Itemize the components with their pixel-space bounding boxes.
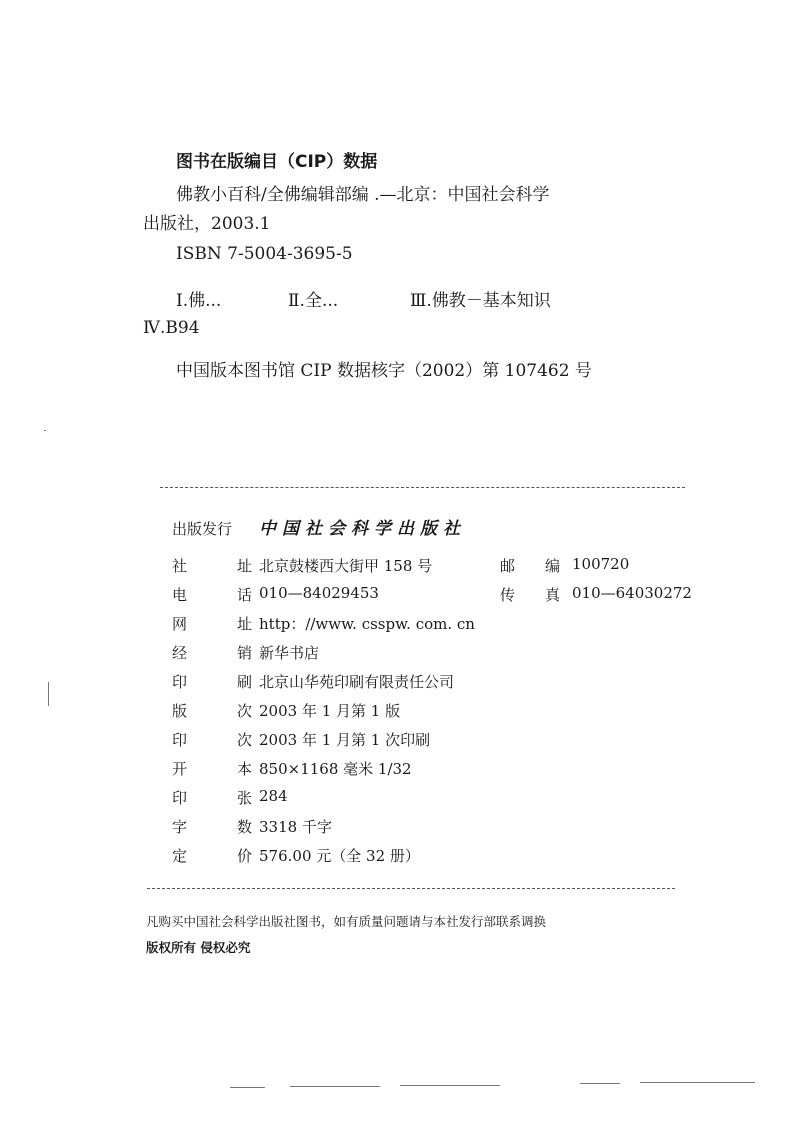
printer-value: 北京山华苑印刷有限责任公司 — [259, 673, 455, 691]
cip-bibliographic-line-1: 佛教小百科/全佛编辑部编 .—北京：中国社会科学 — [176, 185, 550, 205]
edition-label: 版 次 — [172, 702, 252, 720]
phone-value: 010—84029453 — [259, 584, 379, 602]
cip-isbn: ISBN 7-5004-3695-5 — [176, 244, 353, 264]
cip-class-4: Ⅳ.B94 — [143, 318, 200, 338]
publisher-label: 出版发行 — [172, 520, 233, 538]
printer-label: 印 刷 — [172, 673, 252, 691]
sheets-label: 印 张 — [172, 789, 252, 807]
bottom-divider — [147, 888, 675, 889]
address-label: 社 址 — [172, 557, 252, 575]
postcode-label: 邮 编 — [500, 557, 560, 575]
cip-class-2: Ⅱ.全... — [288, 291, 339, 311]
format-label: 开 本 — [172, 760, 252, 778]
edition-value: 2003 年 1 月第 1 版 — [259, 702, 401, 720]
scan-artifact — [44, 430, 46, 431]
scan-artifact — [580, 1083, 620, 1084]
words-label: 字 数 — [172, 818, 252, 836]
scan-artifact — [640, 1082, 755, 1083]
postcode-value: 100720 — [572, 555, 630, 573]
exchange-notice: 凡购买中国社会科学出版社图书，如有质量问题请与本社发行部联系调换 — [146, 914, 547, 929]
publisher-name: 中国社会科学出版社 — [259, 519, 466, 539]
format-value: 850×1168 毫米 1/32 — [259, 760, 412, 778]
distributor-label: 经 销 — [172, 644, 252, 662]
printing-label: 印 次 — [172, 731, 252, 749]
scan-artifact — [290, 1086, 380, 1087]
top-divider — [160, 487, 685, 488]
cip-verification-number: 中国版本图书馆 CIP 数据核字（2002）第 107462 号 — [176, 361, 592, 381]
price-value: 576.00 元（全 32 册） — [259, 847, 420, 865]
cip-bibliographic-line-2: 出版社，2003.1 — [143, 214, 271, 234]
copyright-notice: 版权所有 侵权必究 — [146, 940, 251, 955]
fax-label: 传 真 — [500, 586, 560, 604]
distributor-value: 新华书店 — [259, 644, 320, 662]
phone-label: 电 话 — [172, 586, 252, 604]
printing-value: 2003 年 1 月第 1 次印刷 — [259, 731, 431, 749]
scan-artifact — [230, 1087, 265, 1088]
sheets-value: 284 — [259, 787, 288, 805]
address-value: 北京鼓楼西大街甲 158 号 — [259, 557, 433, 575]
website-value: http：//www. csspw. com. cn — [259, 615, 475, 633]
fax-value: 010—64030272 — [572, 584, 692, 602]
scan-artifact — [48, 682, 49, 706]
words-value: 3318 千字 — [259, 818, 332, 836]
cip-title: 图书在版编目（CIP）数据 — [176, 152, 378, 172]
price-label: 定 价 — [172, 847, 252, 865]
cip-class-1: Ⅰ.佛... — [176, 291, 222, 311]
scan-artifact — [400, 1085, 500, 1086]
website-label: 网 址 — [172, 615, 252, 633]
cip-class-3: Ⅲ.佛教－基本知识 — [410, 291, 551, 311]
